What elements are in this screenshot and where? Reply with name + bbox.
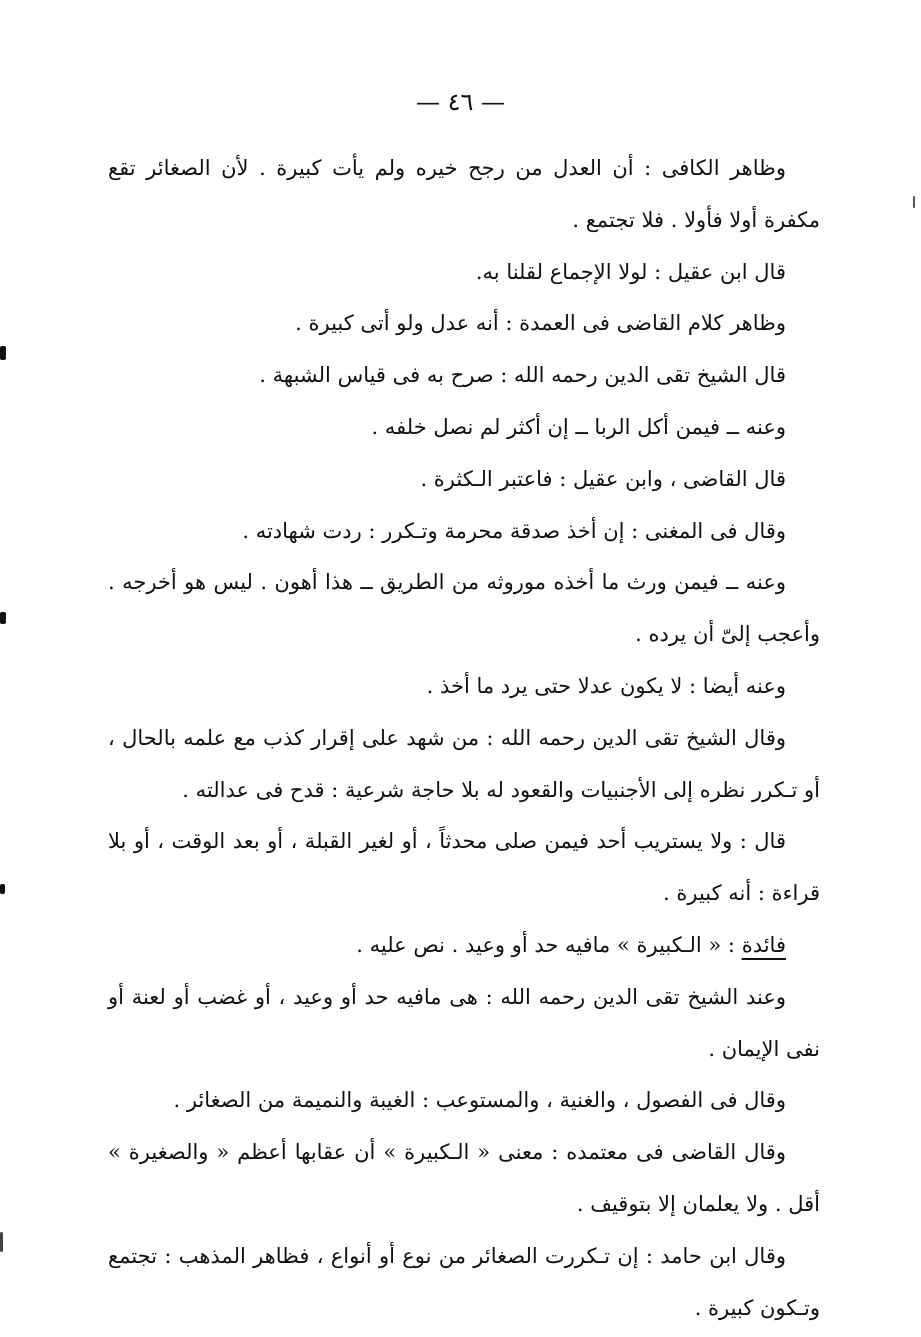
scan-edge-mark [0,884,5,894]
paragraph-13: وعند الشيخ تقى الدين رحمه الله : هى مافيه حد أو وعيد ، أو غضب أو لعنة أو نفى الإيمان . [108,984,820,1061]
paragraph-11: قال : ولا يستريب أحد فيمن صلى محدثاً ، أو لغير القبلة ، أو بعد الوقت ، أو بلا قراءة : أنه كبيرة . [108,829,820,906]
fayda-label: فائدة [741,932,786,957]
paragraph-16: وقال ابن حامد : إن تـكررت الصغائر من نوع أو أنواع ، فظاهر المذهب : تجتمع وتـكون كبيرة . [108,1243,820,1320]
paragraph-8: وعنه ــ فيمن ورث ما أخذه موروثه من الطريق ــ هذا أهون . ليس هو أخرجه . وأعجب إلىّ أن يرده . [108,570,820,647]
page-number: — ٤٦ — [415,88,506,116]
paragraph-5: وعنه ــ فيمن أكل الربا ــ إن أكثر لم نصل خلفه . [371,414,786,439]
paragraph-7: وقال فى المغنى : إن أخذ صدقة محرمة وتـكرر : ردت شهادته . [242,518,786,543]
paragraph-3: وظاهر كلام القاضى فى العمدة : أنه عدل ولو أتى كبيرة . [295,311,786,336]
paragraph-15: وقال القاضى فى معتمده : معنى « الـكبيرة » أن عقابها أعظم « والصغيرة » أقل . ولا يعلمان إلا بتوقيف . [108,1140,820,1216]
paragraph-12 [108,920,820,972]
paragraph-14: وقال فى الفصول ، والغنية ، والمستوعب : الغيبة والنميمة من الصغائر . [173,1088,786,1113]
scan-edge-mark [913,196,915,208]
paragraph-4: قال الشيخ تقى الدين رحمه الله : صرح به فى قياس الشبهة . [259,363,786,388]
text-body [108,143,820,1334]
paragraph-9: وعنه أيضا : لا يكون عدلا حتى يرد ما أخذ . [426,673,786,698]
paragraph-6: قال القاضى ، وابن عقيل : فاعتبر الـكثرة . [420,466,786,491]
scan-edge-mark [0,346,6,360]
paragraph-1: وظاهر الكافى : أن العدل من رجح خيره ولم يأت كبيرة . لأن الصغائر تقع مكفرة أولا فأولا . فلا تجتمع . [108,156,820,232]
paragraph-10: وقال الشيخ تقى الدين رحمه الله : من شهد على إقرار كذب مع علمه بالحال ، أو تـكرر نظره إلى الأجنبيات والقعود له بلا حاجة شرعية : قدح فى عدالته . [108,725,820,802]
paragraph-2: قال ابن عقيل : لولا الإجماع لقلنا به. [475,259,786,284]
fayda-text: : « الـكبيرة » مافيه حد أو وعيد . نص عليه . [356,932,742,957]
scan-edge-mark [0,1232,3,1252]
scan-edge-mark [0,612,6,624]
